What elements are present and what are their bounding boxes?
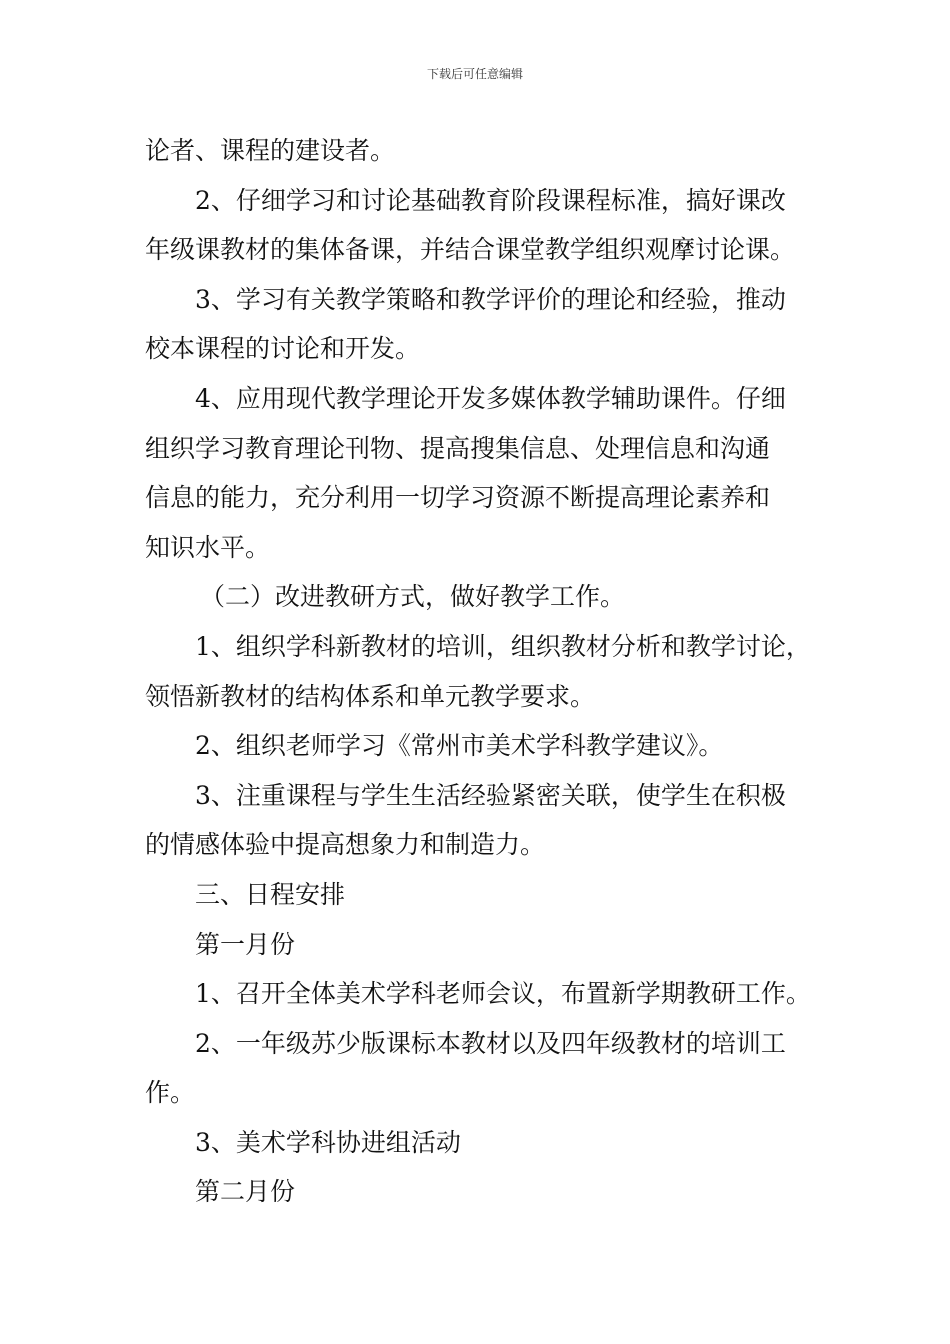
list-item-life-experience: 3、注重课程与学生生活经验紧密关联，使学生在积极 <box>195 780 786 810</box>
body-line-continuation: 领悟新教材的结构体系和单元教学要求。 <box>145 681 596 711</box>
month-heading-second: 第二月份 <box>195 1177 296 1207</box>
body-line-continuation: 信息的能力，充分利用一切学习资源不断提高理论素养和 <box>145 483 771 513</box>
body-line-continuation: 年级课教材的集体备课，并结合课堂教学组织观摩讨论课。 <box>145 235 796 265</box>
document-body <box>145 126 810 1217</box>
list-item-group-activity: 3、美术学科协进组活动 <box>195 1127 461 1157</box>
page-header: 下载后可任意编辑 <box>426 67 523 81</box>
section-heading-improve-methods: （二）改进教研方式，做好教学工作。 <box>200 582 626 612</box>
list-item-meeting: 1、召开全体美术学科老师会议，布置新学期教研工作。 <box>195 979 811 1009</box>
list-item-textbook-training: 2、一年级苏少版课标本教材以及四年级教材的培训工 <box>195 1028 786 1058</box>
list-item-study-standards: 2、仔细学习和讨论基础教育阶段课程标准，搞好课改 <box>195 185 786 215</box>
list-item-multimedia: 4、应用现代教学理论开发多媒体教学辅助课件。仔细 <box>195 383 786 413</box>
month-heading-first: 第一月份 <box>195 929 296 959</box>
body-line-continuation: 校本课程的讨论和开发。 <box>145 334 421 364</box>
body-line-continuation: 论者、课程的建设者。 <box>145 136 396 165</box>
body-line-continuation: 的情感体验中提高想象力和制造力。 <box>145 830 546 860</box>
list-item-training: 1、组织学科新教材的培训，组织教材分析和教学讨论， <box>195 631 811 661</box>
body-line-continuation: 组织学习教育理论刊物、提高搜集信息、处理信息和沟通 <box>145 433 771 463</box>
body-line-continuation: 知识水平。 <box>145 532 271 562</box>
list-item-teaching-strategies: 3、学习有关教学策略和教学评价的理论和经验，推动 <box>195 284 786 314</box>
section-heading-schedule: 三、日程安排 <box>195 879 346 909</box>
list-item-teaching-suggestions: 2、组织老师学习《常州市美术学科教学建议》。 <box>195 731 724 761</box>
body-line-continuation: 作。 <box>145 1078 196 1108</box>
